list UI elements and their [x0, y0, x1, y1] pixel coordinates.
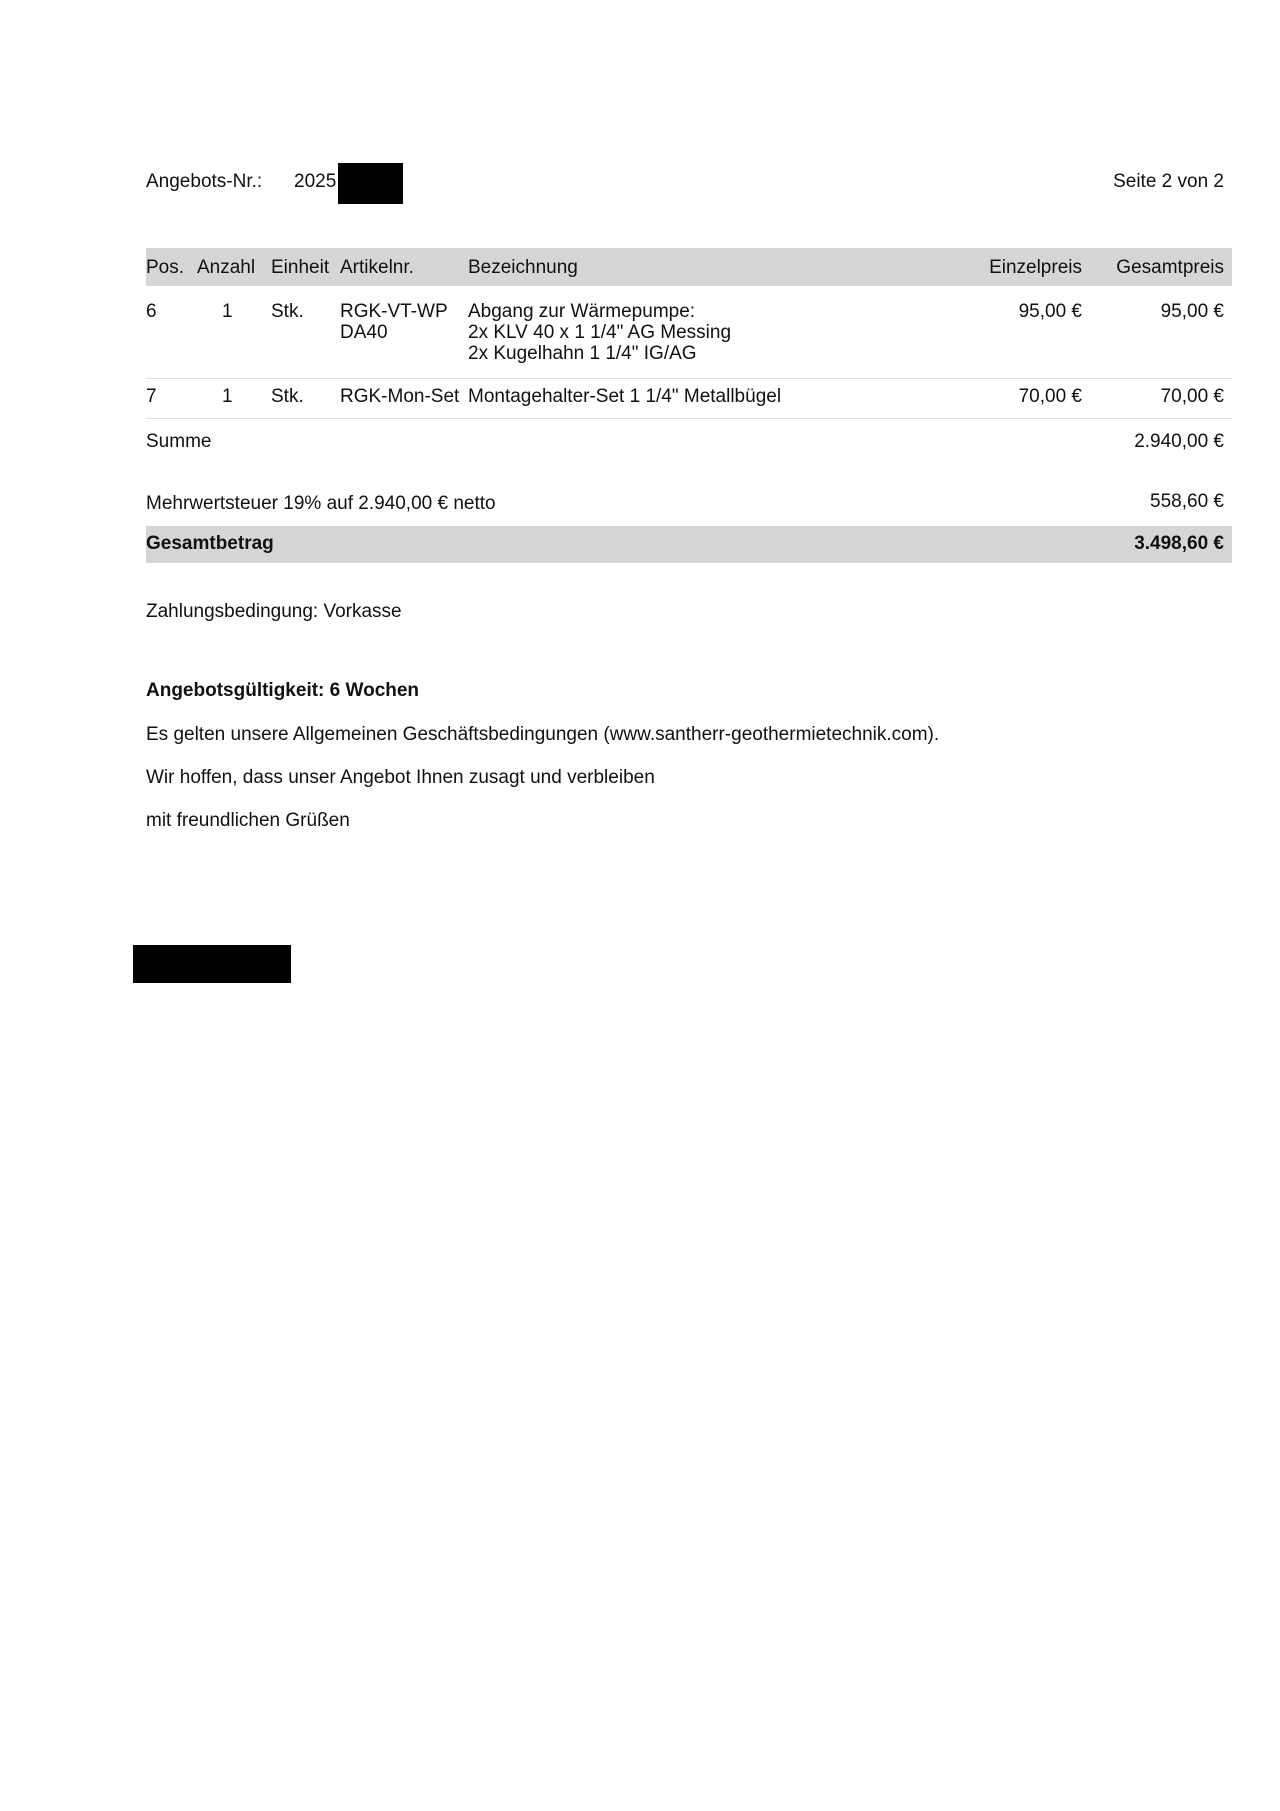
row-7-unit: Stk.: [271, 386, 304, 407]
redaction-offer-number: [338, 163, 403, 204]
offer-number-label: Angebots-Nr.:: [146, 171, 263, 192]
col-pos: Pos.: [146, 257, 185, 278]
row-7-article: RGK-Mon-Set: [340, 386, 460, 407]
row-divider: [146, 418, 1232, 419]
offer-number-value: 2025: [294, 171, 337, 192]
sum-value: 2.940,00 €: [1134, 431, 1224, 452]
col-unit: Einheit: [271, 257, 330, 278]
col-description: Bezeichnung: [468, 257, 578, 278]
row-7-total-price: 70,00 €: [1160, 386, 1224, 407]
grand-total-value: 3.498,60 €: [1134, 533, 1224, 554]
redaction-signature: [133, 945, 291, 983]
closing-line-2: mit freundlichen Grüßen: [146, 810, 350, 831]
offer-validity: Angebotsgültigkeit: 6 Wochen: [146, 680, 420, 701]
col-qty: Anzahl: [197, 257, 256, 278]
row-6-pos: 6: [146, 301, 157, 322]
row-6-unit: Stk.: [271, 301, 304, 322]
grand-total-band: [146, 526, 1232, 563]
payment-terms: Zahlungsbedingung: Vorkasse: [146, 601, 402, 622]
sum-label: Summe: [146, 431, 212, 452]
col-unit-price: Einzelpreis: [989, 257, 1082, 278]
vat-label: Mehrwertsteuer 19% auf 2.940,00 € netto: [146, 493, 496, 514]
row-7-qty: 1: [222, 386, 233, 407]
page-info: Seite 2 von 2: [1113, 171, 1224, 192]
closing-line-1: Wir hoffen, dass unser Angebot Ihnen zusagt und verbleiben: [146, 767, 655, 788]
row-7-unit-price: 70,00 €: [1018, 386, 1082, 407]
col-article: Artikelnr.: [340, 257, 414, 278]
row-6-description: Abgang zur Wärmepumpe: 2x KLV 40 x 1 1/4" AG Messing 2x Kugelhahn 1 1/4" IG/AG: [468, 301, 732, 364]
row-7-pos: 7: [146, 386, 157, 407]
row-6-total-price: 95,00 €: [1160, 301, 1224, 322]
terms-agb: Es gelten unsere Allgemeinen Geschäftsbedingungen (www.santherr-geothermietechnik.com).: [146, 724, 940, 745]
row-6-article: RGK-VT-WP DA40: [340, 301, 448, 343]
grand-total-label: Gesamtbetrag: [146, 533, 274, 554]
vat-value: 558,60 €: [1150, 491, 1224, 512]
row-6-qty: 1: [222, 301, 233, 322]
row-7-description: Montagehalter-Set 1 1/4" Metallbügel: [468, 386, 782, 407]
col-total-price: Gesamtpreis: [1116, 257, 1224, 278]
row-divider: [146, 378, 1232, 379]
row-6-unit-price: 95,00 €: [1018, 301, 1082, 322]
